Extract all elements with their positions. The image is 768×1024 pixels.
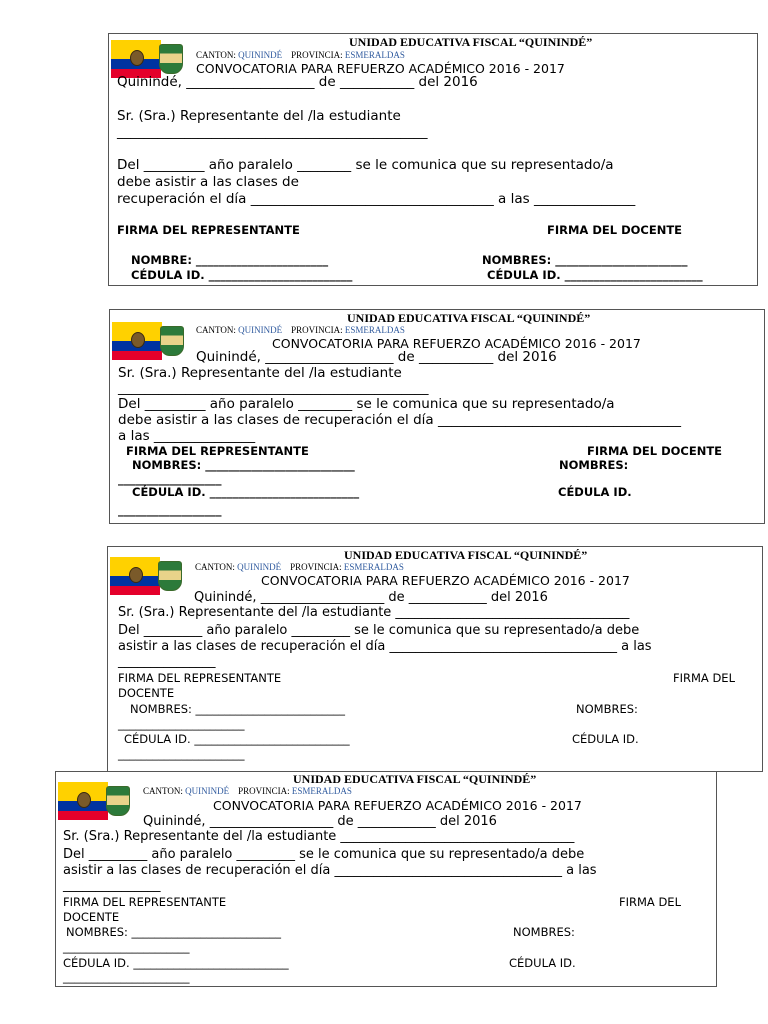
canton-line: CANTON: QUININDÉ PROVINCIA: ESMERALDAS [196, 50, 405, 60]
representative-name-field: NOMBRES: __________________________ [66, 925, 282, 939]
canton-line: CANTON: QUININDÉ PROVINCIA: ESMERALDAS [195, 562, 404, 572]
school-crest-icon [159, 44, 183, 74]
representative-signature-label: FIRMA DEL REPRESENTANTE [126, 444, 309, 458]
representative-id-field: CÉDULA ID. _________________________ [131, 268, 353, 282]
teacher-name-field: NOMBRES: [576, 702, 638, 716]
teacher-signature-label: FIRMA DEL DOCENTE [587, 444, 723, 458]
ecuador-flag-icon [111, 40, 161, 78]
representative-signature-label: FIRMA DEL REPRESENTANTE [117, 223, 300, 237]
slip-3 [107, 546, 763, 772]
teacher-name-field: NOMBRES: [559, 458, 629, 472]
slip-1 [108, 33, 758, 286]
blank-line: __________________ [118, 472, 222, 486]
representative-line: Sr. (Sra.) Representante del /la estudiante ____________________________________ [118, 605, 630, 620]
teacher-signature-label: FIRMA DEL [673, 671, 735, 685]
grade-line: Del _________ año paralelo _________ se le comunica que su representado/a debe [118, 623, 640, 638]
school-name: UNIDAD EDUCATIVA FISCAL “QUININDÉ” [293, 772, 537, 786]
recovery-date-line: recuperación el día ____________________________________ a las _______________ [117, 191, 636, 207]
slip-4 [55, 771, 717, 987]
attend-line: debe asistir a las clases de recuperación el día ____________________________________ [118, 412, 681, 428]
attend-line: asistir a las clases de recuperación el día ___________________________________ a las [63, 863, 597, 878]
school-crest-icon [158, 561, 182, 591]
blank-line: _______________ [118, 654, 216, 669]
ecuador-flag-icon [112, 322, 162, 360]
representative-line: Sr. (Sra.) Representante del /la estudiante [117, 108, 401, 124]
teacher-name-field: NOMBRES: [513, 925, 575, 939]
school-name: UNIDAD EDUCATIVA FISCAL “QUININDÉ” [347, 311, 591, 325]
blank-line: ______________________ [63, 970, 190, 984]
student-name-line: ______________________________________________ [118, 380, 429, 396]
teacher-name-field: NOMBRES: _______________________ [482, 253, 688, 267]
ecuador-flag-icon [58, 782, 108, 820]
grade-line: Del _________ año paralelo ________ se le comunica que su representado/a [118, 396, 615, 412]
blank-line: __________________ [118, 503, 222, 517]
teacher-id-field: CÉDULA ID. [509, 956, 576, 970]
blank-line: ______________________ [118, 717, 245, 731]
school-name: UNIDAD EDUCATIVA FISCAL “QUININDÉ” [344, 548, 588, 562]
school-crest-icon [106, 786, 130, 816]
teacher-id-field: CÉDULA ID. [558, 485, 632, 499]
teacher-id-field: CÉDULA ID. ________________________ [487, 268, 703, 282]
representative-name-field: NOMBRE: _______________________ [131, 253, 329, 267]
convocatoria-title: CONVOCATORIA PARA REFUERZO ACADÉMICO 2016 - 2017 [261, 573, 630, 588]
teacher-label: DOCENTE [63, 910, 120, 924]
teacher-label: DOCENTE [118, 686, 175, 700]
student-name-line: ______________________________________________ [117, 124, 428, 140]
representative-id-field: CÉDULA ID. __________________________ [132, 485, 360, 499]
blank-line: ______________________ [63, 940, 190, 954]
ecuador-flag-icon [110, 557, 160, 595]
school-name: UNIDAD EDUCATIVA FISCAL “QUININDÉ” [349, 35, 593, 49]
blank-line: _______________ [63, 878, 161, 893]
date-line: Quinindé, ___________________ de ____________ del 2016 [194, 590, 548, 605]
representative-signature-label: FIRMA DEL REPRESENTANTE [63, 895, 227, 909]
canton-line: CANTON: QUININDÉ PROVINCIA: ESMERALDAS [196, 325, 405, 335]
grade-line: Del _________ año paralelo ________ se le comunica que su representado/a [117, 157, 614, 173]
teacher-signature-label: FIRMA DEL [619, 895, 681, 909]
convocatoria-title: CONVOCATORIA PARA REFUERZO ACADÉMICO 2016 - 2017 [272, 336, 641, 351]
representative-id-field: CÉDULA ID. ___________________________ [124, 732, 350, 746]
convocatoria-title: CONVOCATORIA PARA REFUERZO ACADÉMICO 2016 - 2017 [213, 798, 582, 813]
date-line: Quinindé, ___________________ de ___________ del 2016 [196, 349, 557, 365]
slip-2 [109, 309, 765, 524]
representative-name-field: NOMBRES: __________________________ [130, 702, 346, 716]
attend-line: asistir a las clases de recuperación el día ___________________________________ a las [118, 639, 652, 654]
grade-line: Del _________ año paralelo _________ se le comunica que su representado/a debe [63, 847, 585, 862]
teacher-signature-label: FIRMA DEL DOCENTE [547, 223, 683, 237]
time-line: a las _______________ [118, 428, 256, 444]
representative-name-field: NOMBRES: __________________________ [132, 458, 355, 472]
representative-signature-label: FIRMA DEL REPRESENTANTE [118, 671, 282, 685]
convocatoria-title: CONVOCATORIA PARA REFUERZO ACADÉMICO 2016 - 2017 [196, 61, 565, 76]
attend-line: debe asistir a las clases de [117, 174, 299, 190]
teacher-id-field: CÉDULA ID. [572, 732, 639, 746]
school-crest-icon [160, 326, 184, 356]
representative-line: Sr. (Sra.) Representante del /la estudiante ____________________________________ [63, 829, 575, 844]
blank-line: ______________________ [118, 747, 245, 761]
representative-id-field: CÉDULA ID. ___________________________ [63, 956, 289, 970]
date-line: Quinindé, ___________________ de ___________ del 2016 [117, 74, 478, 90]
representative-line: Sr. (Sra.) Representante del /la estudiante [118, 365, 402, 381]
date-line: Quinindé, ___________________ de ____________ del 2016 [143, 814, 497, 829]
canton-line: CANTON: QUININDÉ PROVINCIA: ESMERALDAS [143, 786, 352, 796]
